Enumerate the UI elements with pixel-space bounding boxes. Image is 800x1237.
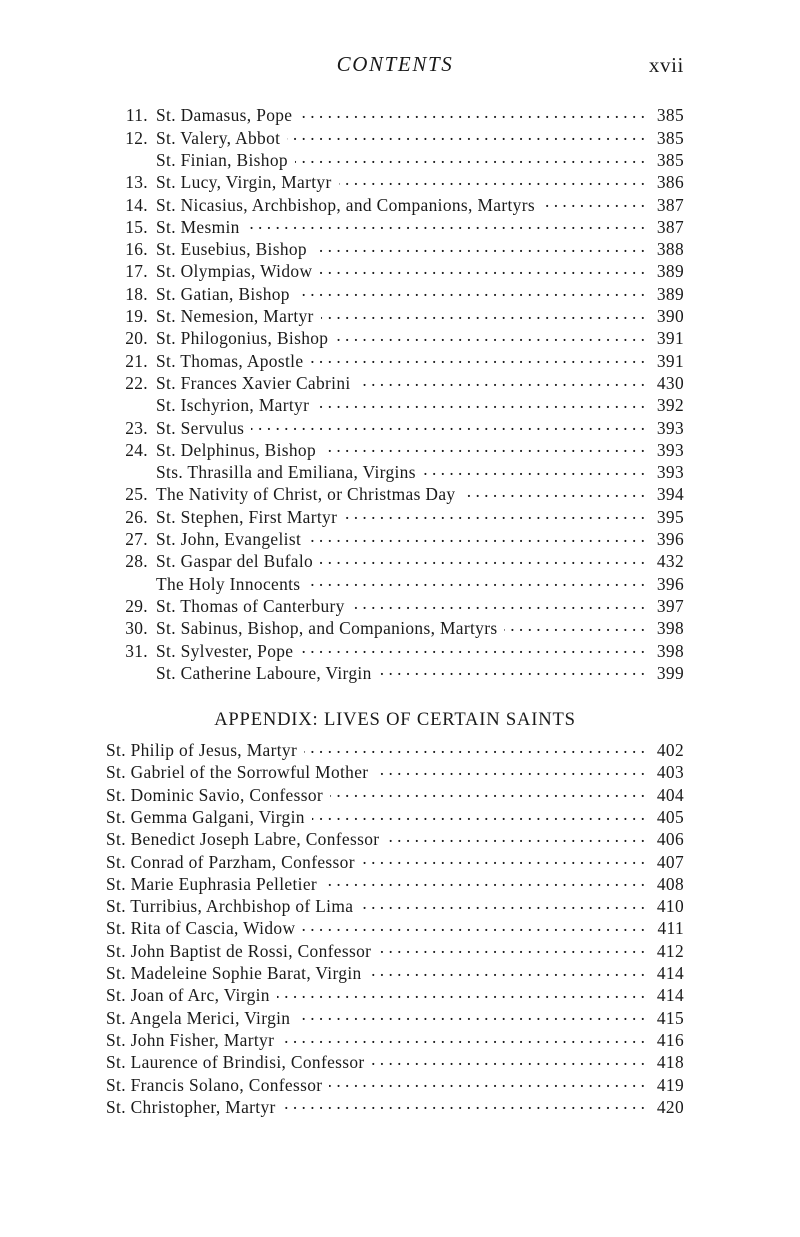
- appendix-entry-row[interactable]: [106, 939, 684, 961]
- entry-label: St. Benedict Joseph Labre, Confessor: [106, 829, 380, 850]
- entry-number: 20.: [125, 328, 148, 349]
- entry-page-number: 402: [656, 740, 684, 761]
- dot-leader: [310, 349, 645, 366]
- entry-label: St. Gatian, Bishop: [156, 283, 290, 304]
- entry-number: 18.: [125, 283, 148, 304]
- appendix-entry-row[interactable]: [106, 895, 684, 917]
- toc-entry-row[interactable]: [106, 528, 684, 550]
- dot-leader: [329, 1073, 645, 1090]
- entry-page-number: 386: [656, 172, 684, 193]
- entry-label: St. Dominic Savio, Confessor: [106, 784, 324, 805]
- toc-entry-row[interactable]: [106, 661, 684, 683]
- entry-page-number: 391: [656, 328, 684, 349]
- entry-label: St. Nemesion, Martyr: [156, 306, 314, 327]
- entry-page-number: 411: [657, 918, 684, 939]
- dot-leader: [277, 984, 645, 1001]
- toc-entry-row[interactable]: [106, 349, 684, 371]
- entry-label: St. Thomas of Canterbury: [156, 595, 345, 616]
- dot-leader: [375, 761, 645, 778]
- appendix-entry-row[interactable]: [106, 739, 684, 761]
- entry-page-number: 412: [656, 940, 684, 961]
- entry-page-number: 393: [656, 417, 684, 438]
- entry-number: 23.: [125, 417, 148, 438]
- appendix-entry-row[interactable]: [106, 1095, 684, 1117]
- dot-leader: [369, 962, 645, 979]
- dot-leader: [304, 739, 645, 756]
- entry-label: St. Philip of Jesus, Martyr: [106, 740, 298, 761]
- entry-number: 25.: [125, 484, 148, 505]
- entry-label: St. Turribius, Archbishop of Lima: [106, 896, 354, 917]
- entry-number: 16.: [125, 239, 148, 260]
- dot-leader: [307, 572, 645, 589]
- dot-leader: [314, 238, 645, 255]
- entry-label: St. Catherine Laboure, Virgin: [156, 662, 372, 683]
- toc-entry-row[interactable]: [106, 483, 684, 505]
- appendix-entry-row[interactable]: [106, 984, 684, 1006]
- toc-entry-row[interactable]: [106, 438, 684, 460]
- toc-entry-row[interactable]: [106, 215, 684, 237]
- entry-page-number: 394: [656, 484, 684, 505]
- entry-page-number: 385: [656, 149, 684, 170]
- entry-page-number: 399: [656, 662, 684, 683]
- entry-page-number: 416: [656, 1029, 684, 1050]
- entry-number: 30.: [125, 618, 148, 639]
- entry-page-number: 385: [656, 127, 684, 148]
- entry-label: St. Angela Merici, Virgin: [106, 1007, 291, 1028]
- entry-label: St. Marie Euphrasia Pelletier: [106, 873, 318, 894]
- table-of-contents: [106, 104, 684, 1118]
- entry-page-number: 388: [656, 239, 684, 260]
- entry-page-number: 395: [656, 506, 684, 527]
- entry-page-number: 406: [656, 829, 684, 850]
- entry-label: St. Lucy, Virgin, Martyr: [156, 172, 332, 193]
- entry-page-number: 387: [656, 194, 684, 215]
- dot-leader: [378, 939, 645, 956]
- entry-label: St. Gabriel of the Sorrowful Mother: [106, 762, 369, 783]
- entry-label: St. Gemma Galgani, Virgin: [106, 807, 305, 827]
- appendix-entry-row[interactable]: [106, 1051, 684, 1073]
- entry-label: St. Joan of Arc, Virgin: [106, 985, 270, 1006]
- appendix-entry-row[interactable]: [106, 850, 684, 872]
- appendix-entry-row[interactable]: [106, 1073, 684, 1095]
- entry-page-number: 390: [656, 306, 684, 327]
- dot-leader: [287, 126, 645, 143]
- dot-leader: [372, 1051, 645, 1068]
- dot-leader: [295, 149, 645, 166]
- entry-label: St. Francis Solano, Confessor: [106, 1074, 323, 1095]
- dot-leader: [423, 461, 645, 478]
- entry-label: St. Gaspar del Bufalo: [156, 551, 314, 572]
- dot-leader: [360, 895, 645, 912]
- appendix-entry-row[interactable]: [106, 917, 684, 939]
- entry-page-number: 407: [656, 851, 684, 872]
- entry-number: 14.: [125, 194, 148, 215]
- appendix-entry-row[interactable]: [106, 783, 684, 805]
- entry-number: 24.: [125, 439, 148, 460]
- dot-leader: [330, 783, 645, 800]
- dot-leader: [462, 483, 645, 500]
- toc-entry-row[interactable]: [106, 193, 684, 215]
- toc-entry-row[interactable]: [106, 149, 684, 171]
- entry-number: 12.: [125, 127, 148, 148]
- appendix-entry-row[interactable]: [106, 962, 684, 984]
- entry-label: St. Olympias, Widow: [156, 261, 313, 282]
- entry-label: St. Sabinus, Bishop, and Companions, Martyrs: [156, 618, 498, 639]
- appendix-entry-row[interactable]: [106, 761, 684, 783]
- entry-label: St. Laurence of Brindisi, Confessor: [106, 1052, 365, 1073]
- entry-page-number: 392: [656, 395, 684, 416]
- entry-page-number: 398: [656, 640, 684, 661]
- toc-entry-row[interactable]: [106, 238, 684, 260]
- entry-page-number: 391: [656, 350, 684, 371]
- dot-leader: [344, 505, 645, 522]
- entry-number: 17.: [125, 261, 148, 282]
- entry-number: 29.: [125, 595, 148, 616]
- entry-label: St. John, Evangelist: [156, 529, 302, 550]
- entry-label: St. Damasus, Pope: [156, 105, 293, 126]
- entry-page-number: 418: [656, 1052, 684, 1073]
- dot-leader: [308, 528, 645, 545]
- entry-label: St. Finian, Bishop: [156, 149, 288, 170]
- entry-page-number: 420: [656, 1096, 684, 1117]
- entry-label: St. Madeleine Sophie Barat, Virgin: [106, 963, 362, 984]
- toc-entry-row[interactable]: [106, 171, 684, 193]
- entry-number: 26.: [125, 506, 148, 527]
- entry-label: Sts. Thrasilla and Emiliana, Virgins: [156, 462, 416, 483]
- dot-leader: [386, 828, 645, 845]
- page-title: CONTENTS: [336, 52, 454, 76]
- dot-leader: [504, 617, 645, 634]
- entry-page-number: 389: [656, 283, 684, 304]
- appendix-entry-row[interactable]: [106, 1029, 684, 1051]
- entry-number: 27.: [125, 529, 148, 550]
- toc-entry-row[interactable]: [106, 327, 684, 349]
- toc-entry-row[interactable]: [106, 617, 684, 639]
- entry-label: St. Conrad of Parzham, Confessor: [106, 851, 355, 872]
- dot-leader: [362, 850, 645, 867]
- entry-page-number: 393: [656, 462, 684, 483]
- entry-page-number: 398: [656, 618, 684, 639]
- dot-leader: [251, 416, 645, 433]
- toc-entry-row[interactable]: [106, 305, 684, 327]
- dot-leader: [335, 327, 645, 344]
- entry-page-number: 432: [656, 551, 684, 572]
- entry-page-number: 414: [656, 963, 684, 984]
- entry-label: St. John Baptist de Rossi, Confessor: [106, 940, 372, 961]
- appendix-entries-list: [106, 739, 684, 1118]
- dot-leader: [302, 917, 645, 934]
- dot-leader: [300, 639, 645, 656]
- toc-entry-row[interactable]: [106, 126, 684, 148]
- entry-page-number: 408: [656, 873, 684, 894]
- entry-page-number: 404: [656, 784, 684, 805]
- dot-leader: [281, 1029, 645, 1046]
- entry-label: St. Valery, Abbot: [156, 127, 281, 148]
- entry-label: St. Philogonius, Bishop: [156, 328, 329, 349]
- entry-label: The Nativity of Christ, or Christmas Day: [156, 484, 456, 505]
- appendix-entry-row[interactable]: [106, 873, 684, 895]
- entry-page-number: 385: [656, 105, 684, 126]
- entry-page-number: 396: [656, 529, 684, 550]
- entry-page-number: 397: [656, 595, 684, 616]
- entry-page-number: 403: [656, 762, 684, 783]
- entry-label: St. Frances Xavier Cabrini: [156, 372, 351, 393]
- entry-number: 28.: [125, 551, 148, 572]
- toc-entry-row[interactable]: [106, 372, 684, 394]
- entry-page-number: 430: [656, 372, 684, 393]
- dot-leader: [299, 104, 645, 121]
- entry-number: 19.: [125, 306, 148, 327]
- dot-leader: [321, 305, 645, 322]
- entry-number: 11.: [125, 105, 148, 126]
- dot-leader: [247, 215, 645, 232]
- dot-leader: [358, 372, 645, 389]
- toc-entry-row[interactable]: [106, 104, 684, 126]
- toc-entry-row[interactable]: [106, 505, 684, 527]
- entry-label: St. Mesmin: [156, 216, 240, 237]
- entry-number: 15.: [125, 216, 148, 237]
- toc-entry-row[interactable]: [106, 550, 684, 572]
- entry-page-number: 414: [656, 985, 684, 1006]
- folio-number: xvii: [648, 53, 684, 77]
- dot-leader: [319, 260, 645, 277]
- entry-label: The Holy Innocents: [156, 573, 301, 594]
- entry-number: 13.: [125, 172, 148, 193]
- entry-page-number: 387: [656, 216, 684, 237]
- entry-label: St. Ischyrion, Martyr: [156, 395, 310, 416]
- entry-label: St. Stephen, First Martyr: [156, 506, 338, 527]
- appendix-entry-row[interactable]: [106, 828, 684, 850]
- appendix-heading: APPENDIX: LIVES OF CERTAIN SAINTS: [214, 708, 576, 730]
- entry-label: St. Rita of Cascia, Widow: [106, 918, 296, 939]
- entry-label: St. Christopher, Martyr: [106, 1096, 276, 1117]
- dot-leader: [283, 1095, 645, 1112]
- entry-label: St. Servulus: [156, 417, 245, 438]
- dot-leader: [316, 394, 645, 411]
- running-head: [106, 52, 684, 82]
- entry-page-number: 415: [656, 1007, 684, 1028]
- dot-leader: [297, 282, 645, 299]
- toc-entry-row[interactable]: [106, 260, 684, 282]
- toc-entry-row[interactable]: [106, 394, 684, 416]
- toc-entry-row[interactable]: [106, 639, 684, 661]
- entry-number: 22.: [125, 372, 148, 393]
- entry-label: St. Delphinus, Bishop: [156, 439, 317, 460]
- dot-leader: [379, 661, 645, 678]
- entry-page-number: 393: [656, 439, 684, 460]
- entry-label: St. Sylvester, Pope: [156, 640, 294, 661]
- appendix-entry-row[interactable]: [106, 806, 684, 828]
- entry-number: 21.: [125, 350, 148, 371]
- entry-page-number: 389: [656, 261, 684, 282]
- entry-label: St. Nicasius, Archbishop, and Companions, Martyrs: [156, 194, 535, 215]
- dot-leader: [312, 806, 645, 823]
- dot-leader: [339, 171, 645, 188]
- appendix-entry-row[interactable]: [106, 1006, 684, 1028]
- toc-entry-row[interactable]: [106, 461, 684, 483]
- entry-label: St. Eusebius, Bishop: [156, 239, 307, 260]
- toc-entry-row[interactable]: [106, 595, 684, 617]
- numbered-entries-list: [106, 104, 684, 684]
- toc-entry-row[interactable]: [106, 416, 684, 438]
- entry-label: St. Thomas, Apostle: [156, 350, 304, 371]
- dot-leader: [542, 193, 645, 210]
- dot-leader: [352, 595, 645, 612]
- dot-leader: [297, 1006, 645, 1023]
- dot-leader: [320, 550, 645, 567]
- toc-entry-row[interactable]: [106, 572, 684, 594]
- entry-page-number: 410: [656, 896, 684, 917]
- dot-leader: [324, 873, 645, 890]
- entry-page-number: 419: [656, 1074, 684, 1095]
- toc-entry-row[interactable]: [106, 282, 684, 304]
- entry-label: St. John Fisher, Martyr: [106, 1029, 275, 1050]
- entry-page-number: 405: [656, 807, 684, 827]
- dot-leader: [323, 438, 645, 455]
- entry-number: 31.: [125, 640, 148, 661]
- entry-page-number: 396: [656, 573, 684, 594]
